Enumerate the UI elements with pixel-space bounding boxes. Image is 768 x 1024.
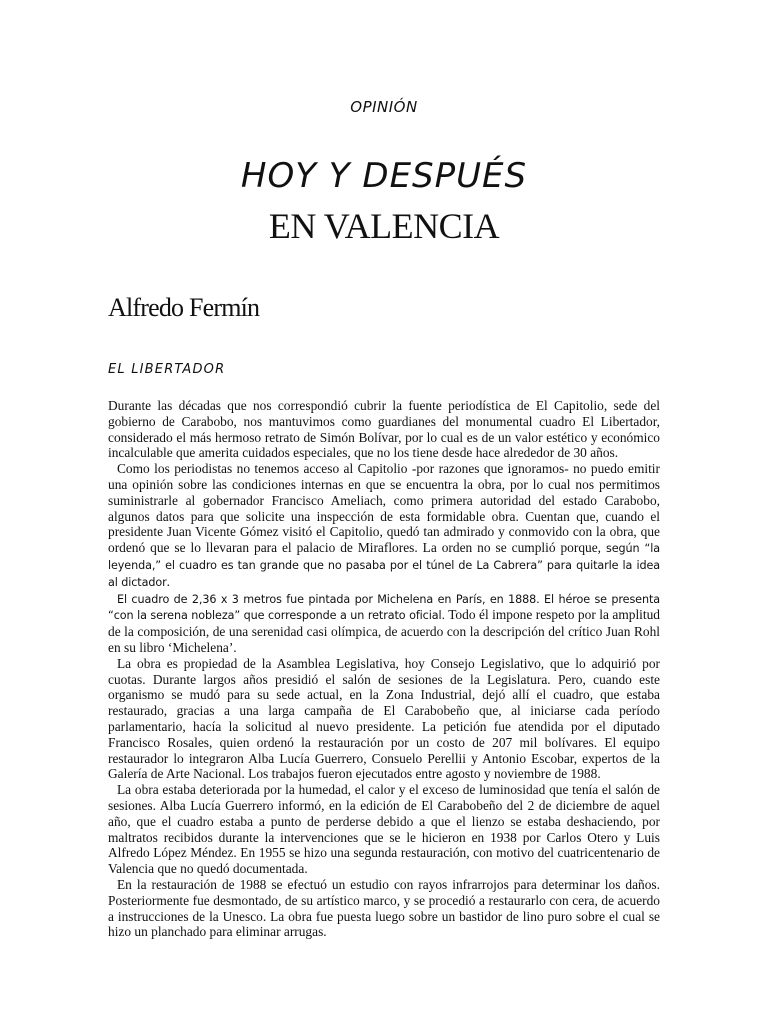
- paragraph-text-run: La obra es propiedad de la Asamblea Legislativa, hoy Consejo Legislativo, que lo adquirió por cuotas. Durante largos años presidió el salón de sesiones de la Legislatura. Pero, cuando este organismo se mudó para su sede actual, en la Zona Industrial, dejó allí el cuadro, que estaba restaurado, gracias a una larga campaña de El Carabobeño que, al iniciarse cada período parlamentario, hacía la solicitud al nuevo presidente. La petición fue atendida por el diputado Francisco Rosales, quien ordenó la restauración por un costo de 207 mil bolívares. El equipo restaurador lo integraron Alba Lucía Guerrero, Consuelo Perellii y Antonio Escobar, expertos de la Galería de Arte Nacional. Los trabajos fueron ejecutados entre agosto y noviembre de 1988.: [108, 655, 660, 782]
- section-label: OPINIÓN: [350, 98, 418, 116]
- author-byline: Alfredo Fermín: [108, 293, 260, 322]
- paragraph-text-run: El cuadro de 2,36 x 3 metros fue pintada por Michelena en París, en 1888. El héroe se presenta “con la serena nobleza” que corresponde a un retrato oficial.: [108, 592, 660, 623]
- headline-line-1: HOY Y DESPUÉS: [240, 156, 528, 196]
- paragraph-text-run: En la restauración de 1988 se efectuó un estudio con rayos infrarrojos para determinar los daños. Posteriormente fue desmontado, de su artístico marco, y se procedió a restaurarlo con cera, de acuerdo a instrucciones de la Unesco. La obra fue puesta luego sobre un bastidor de lino puro sobre el cual se hizo un planchado para eliminar arrugas.: [108, 876, 660, 940]
- article-body: [108, 398, 660, 940]
- article-paragraph: [108, 656, 660, 782]
- article-paragraph: [108, 782, 660, 877]
- paragraph-text-run: según “la leyenda,” el cuadro es tan grande que no pasaba por el túnel de La Cabrera” para quitarle la idea al dictador: [108, 542, 660, 589]
- paragraph-text-run: Todo él impone respeto por la amplitud de la composición, de una serenidad casi olímpica, de acuerdo con la descripción del crítico Juan Rohl en su libro ‘Michelena’.: [108, 607, 661, 655]
- article-paragraph: [108, 591, 660, 656]
- paragraph-text-run: Como los periodistas no tenemos acceso al Capitolio -por razones que ignoramos- no puedo emitir una opinión sobre las condiciones internas en que se encuentra la obra, por lo cual nos permitimos suministrarle al gobernador Francisco Ameliach, como primera autoridad del estado Carabobo, algunos datos para que solicite una inspección de esta formidable obra. Cuentan que, cuando el presidente Juan Vicente Gómez visitó el Capitolio, quedó tan admirado y conmovido con la obra, que ordenó que se lo llevaran para el palacio de Miraflores. La orden no se cumplió porque,: [108, 461, 660, 556]
- article-subhead: EL LIBERTADOR: [108, 362, 226, 377]
- paragraph-text-run: .: [166, 573, 170, 589]
- article-paragraph: [108, 877, 660, 940]
- paragraph-text-run: Durante las décadas que nos correspondió cubrir la fuente periodística de El Capitolio, sede del gobierno de Carabobo, nos mantuvimos como guardianes del monumental cuadro El Libertador, considerado el más hermoso retrato de Simón Bolívar, por lo cual es de un valor estético y económico incalculable que amerita cuidados especiales, que no los tiene desde hace alrededor de 30 años.: [108, 398, 660, 461]
- headline-line-2: EN VALENCIA: [268, 206, 500, 246]
- paragraph-text-run: La obra estaba deteriorada por la humedad, el calor y el exceso de luminosidad que tenía el salón de sesiones. Alba Lucía Guerrero informó, en la edición de El Carabobeño del 2 de diciembre de aquel año, que el cuadro estaba a punto de perderse debido a que el lienzo se estaba deshaciendo, por maltratos recibidos durante la intervenciones que se le hicieron en 1938 por Carlos Otero y Luis Alfredo López Méndez. En 1955 se hizo una segunda restauración, con motivo del cuatricentenario de Valencia que no quedó documentada.: [108, 782, 660, 877]
- article-paragraph: [108, 461, 660, 590]
- article-paragraph: [108, 398, 660, 461]
